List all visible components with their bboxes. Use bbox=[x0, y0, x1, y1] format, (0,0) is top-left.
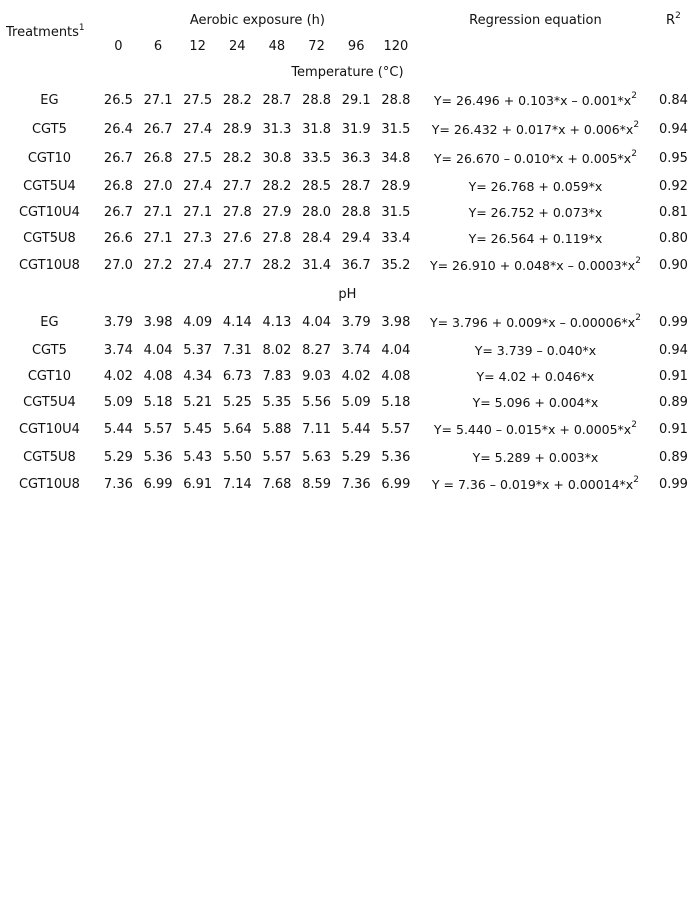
value-cell: 8.27 bbox=[302, 342, 332, 358]
value-cell: 4.02 bbox=[103, 368, 133, 384]
r-squared-value: 0.89 bbox=[658, 394, 688, 410]
value-cell: 33.4 bbox=[381, 230, 411, 246]
value-cell: 5.36 bbox=[143, 449, 173, 465]
r-squared-value: 0.81 bbox=[658, 204, 688, 220]
value-cell: 5.50 bbox=[222, 449, 252, 465]
regression-equation bbox=[416, 444, 655, 470]
table-row bbox=[0, 115, 692, 144]
value-cell: 27.1 bbox=[143, 93, 173, 108]
value-cell: 5.37 bbox=[183, 342, 213, 358]
treatment-name: CGT10 bbox=[27, 368, 71, 384]
table-row bbox=[0, 251, 692, 280]
value-cell: 5.35 bbox=[262, 394, 292, 410]
value-cell: 5.44 bbox=[103, 422, 133, 437]
treatments-header bbox=[0, 6, 99, 58]
r-squared-value: 0.94 bbox=[658, 122, 688, 137]
equation-text: Y= 5.096 + 0.004*x bbox=[472, 394, 599, 410]
value-cell: 28.8 bbox=[341, 204, 371, 220]
regression-equation bbox=[416, 337, 655, 363]
value-cell: 27.6 bbox=[222, 230, 252, 246]
r-squared-value: 0.80 bbox=[658, 230, 688, 246]
value-cell: 26.8 bbox=[103, 178, 133, 194]
equation-text: Y= 5.289 + 0.003*x bbox=[472, 449, 599, 465]
regression-equation bbox=[416, 415, 655, 444]
value-cell: 27.8 bbox=[222, 204, 252, 220]
value-cell: 27.0 bbox=[103, 258, 133, 273]
equation-text: Y= 26.496 + 0.103*x – 0.001*x bbox=[433, 93, 632, 108]
value-cell: 4.04 bbox=[302, 315, 332, 330]
value-cell: 3.79 bbox=[341, 315, 371, 330]
value-cell: 31.4 bbox=[302, 258, 332, 273]
equation-text: Y= 26.432 + 0.017*x + 0.006*x bbox=[431, 122, 634, 137]
value-cell: 26.7 bbox=[103, 204, 133, 220]
value-cell: 28.2 bbox=[222, 93, 252, 108]
hour-header: 120 bbox=[383, 38, 409, 54]
value-cell: 4.02 bbox=[341, 368, 371, 384]
aerobic-exposure-header: Aerobic exposure (h) bbox=[189, 12, 325, 28]
equation-text: Y= 5.440 – 0.015*x + 0.0005*x bbox=[433, 422, 632, 437]
value-cell: 27.3 bbox=[183, 230, 213, 246]
table-row bbox=[0, 337, 692, 363]
equation-text: Y = 7.36 – 0.019*x + 0.00014*x bbox=[431, 477, 634, 492]
value-cell: 7.68 bbox=[262, 477, 292, 492]
r-squared-value: 0.99 bbox=[658, 477, 688, 492]
table-row bbox=[0, 225, 692, 251]
value-cell: 5.63 bbox=[302, 449, 332, 465]
treatment-name: CGT5U4 bbox=[23, 394, 76, 410]
value-cell: 7.11 bbox=[302, 422, 332, 437]
value-cell: 27.9 bbox=[262, 204, 292, 220]
value-cell: 31.8 bbox=[302, 122, 332, 137]
equation-text: Y= 3.739 – 0.040*x bbox=[474, 342, 597, 358]
value-cell: 31.5 bbox=[381, 204, 411, 220]
r-squared-value: 0.84 bbox=[658, 93, 688, 108]
section-header-row bbox=[0, 58, 692, 86]
hour-header: 6 bbox=[153, 38, 163, 54]
r-squared-header bbox=[655, 6, 692, 34]
value-cell: 28.0 bbox=[302, 204, 332, 220]
treatment-name: CGT10U4 bbox=[18, 422, 80, 437]
r-squared-value: 0.95 bbox=[658, 151, 688, 166]
value-cell: 29.1 bbox=[341, 93, 371, 108]
value-cell: 6.99 bbox=[143, 477, 173, 492]
value-cell: 7.83 bbox=[262, 368, 292, 384]
equation-text: Y= 3.796 + 0.009*x – 0.00006*x bbox=[429, 315, 636, 330]
value-cell: 4.08 bbox=[381, 368, 411, 384]
table-row bbox=[0, 173, 692, 199]
value-cell: 3.74 bbox=[103, 342, 133, 358]
value-cell: 3.98 bbox=[143, 315, 173, 330]
table-row bbox=[0, 470, 692, 499]
hour-header: 72 bbox=[308, 38, 325, 54]
blank-cell bbox=[416, 34, 655, 58]
value-cell: 27.2 bbox=[143, 258, 173, 273]
value-cell: 3.74 bbox=[341, 342, 371, 358]
r-squared-value: 0.89 bbox=[658, 449, 688, 465]
hour-header: 48 bbox=[268, 38, 286, 54]
value-cell: 4.04 bbox=[143, 342, 173, 358]
value-cell: 5.18 bbox=[381, 394, 411, 410]
table-row bbox=[0, 199, 692, 225]
value-cell: 28.2 bbox=[222, 151, 252, 166]
r-squared-value: 0.90 bbox=[658, 258, 688, 273]
table-row bbox=[0, 144, 692, 173]
regression-equation bbox=[416, 199, 655, 225]
value-cell: 27.1 bbox=[183, 204, 213, 220]
equation-exponent: 2 bbox=[631, 91, 637, 101]
treatment-name: EG bbox=[40, 315, 59, 330]
value-cell: 3.98 bbox=[381, 315, 411, 330]
value-cell: 5.56 bbox=[302, 394, 332, 410]
treatment-name: EG bbox=[40, 93, 59, 108]
value-cell: 27.1 bbox=[143, 230, 173, 246]
value-cell: 3.79 bbox=[103, 315, 133, 330]
treatment-name: CGT10U8 bbox=[18, 258, 80, 273]
blank-cell bbox=[0, 58, 99, 86]
equation-text: Y= 26.752 + 0.073*x bbox=[468, 204, 603, 220]
value-cell: 5.29 bbox=[103, 449, 133, 465]
value-cell: 33.5 bbox=[302, 151, 332, 166]
value-cell: 4.34 bbox=[183, 368, 213, 384]
value-cell: 27.8 bbox=[262, 230, 292, 246]
table-row bbox=[0, 415, 692, 444]
equation-text: Y= 26.768 + 0.059*x bbox=[468, 178, 603, 194]
regression-equation bbox=[416, 308, 655, 337]
value-cell: 7.36 bbox=[341, 477, 371, 492]
value-cell: 6.91 bbox=[183, 477, 213, 492]
value-cell: 28.9 bbox=[222, 122, 252, 137]
table-row bbox=[0, 86, 692, 115]
regression-equation-header: Regression equation bbox=[469, 12, 602, 28]
blank-cell bbox=[655, 34, 692, 58]
value-cell: 4.09 bbox=[183, 315, 213, 330]
hour-header: 0 bbox=[114, 38, 123, 54]
treatment-name: CGT10U8 bbox=[18, 477, 80, 492]
equation-exponent: 2 bbox=[635, 256, 641, 266]
value-cell: 26.4 bbox=[103, 122, 133, 137]
value-cell: 5.45 bbox=[183, 422, 213, 437]
regression-equation bbox=[416, 115, 655, 144]
value-cell: 5.57 bbox=[143, 422, 173, 437]
value-cell: 31.3 bbox=[262, 122, 292, 137]
treatment-name: CGT5U8 bbox=[23, 230, 76, 246]
value-cell: 5.88 bbox=[262, 422, 292, 437]
value-cell: 28.4 bbox=[302, 230, 332, 246]
value-cell: 28.7 bbox=[262, 93, 292, 108]
value-cell: 26.8 bbox=[143, 151, 173, 166]
table-row bbox=[0, 308, 692, 337]
value-cell: 35.2 bbox=[381, 258, 411, 273]
value-cell: 27.0 bbox=[143, 178, 173, 194]
r-squared-value: 0.91 bbox=[658, 368, 688, 384]
blank-cell bbox=[0, 280, 99, 308]
hour-header: 12 bbox=[189, 38, 206, 54]
value-cell: 28.5 bbox=[302, 178, 332, 194]
treatment-name: CGT5U8 bbox=[23, 449, 76, 465]
value-cell: 5.64 bbox=[222, 422, 252, 437]
r-squared-header-exponent: 2 bbox=[675, 10, 681, 21]
equation-exponent: 2 bbox=[631, 420, 637, 430]
value-cell: 5.43 bbox=[183, 449, 213, 465]
hour-header: 24 bbox=[229, 38, 246, 54]
value-cell: 28.8 bbox=[381, 93, 411, 108]
value-cell: 27.4 bbox=[183, 122, 213, 137]
value-cell: 7.31 bbox=[222, 342, 252, 358]
table-row bbox=[0, 444, 692, 470]
value-cell: 5.29 bbox=[341, 449, 371, 465]
value-cell: 27.4 bbox=[183, 258, 213, 273]
value-cell: 29.4 bbox=[341, 230, 371, 246]
value-cell: 8.59 bbox=[302, 477, 332, 492]
regression-equation bbox=[416, 86, 655, 115]
treatments-footnote-marker: 1 bbox=[78, 22, 85, 33]
value-cell: 26.7 bbox=[103, 151, 133, 166]
regression-equation bbox=[416, 173, 655, 199]
regression-equation bbox=[416, 389, 655, 415]
treatment-name: CGT5 bbox=[31, 342, 67, 358]
value-cell: 6.99 bbox=[381, 477, 411, 492]
regression-equation bbox=[416, 363, 655, 389]
value-cell: 4.13 bbox=[262, 315, 292, 330]
treatment-name: CGT10 bbox=[27, 151, 71, 166]
value-cell: 27.7 bbox=[222, 178, 252, 194]
value-cell: 8.02 bbox=[262, 342, 292, 358]
section-title: pH bbox=[338, 286, 357, 302]
section-title: Temperature (°C) bbox=[291, 64, 404, 80]
value-cell: 5.21 bbox=[183, 394, 213, 410]
value-cell: 36.3 bbox=[341, 151, 371, 166]
value-cell: 5.09 bbox=[103, 394, 133, 410]
regression-equation bbox=[416, 144, 655, 173]
section-header-row bbox=[0, 280, 692, 308]
table-row bbox=[0, 389, 692, 415]
equation-exponent: 2 bbox=[633, 120, 640, 130]
value-cell: 4.14 bbox=[222, 315, 252, 330]
value-cell: 27.5 bbox=[183, 151, 213, 166]
results-table bbox=[0, 6, 692, 499]
value-cell: 9.03 bbox=[302, 368, 332, 384]
equation-text: Y= 4.02 + 0.046*x bbox=[476, 368, 595, 384]
value-cell: 27.1 bbox=[143, 204, 173, 220]
equation-text: Y= 26.910 + 0.048*x – 0.0003*x bbox=[429, 258, 636, 273]
value-cell: 31.5 bbox=[381, 122, 411, 137]
value-cell: 28.2 bbox=[262, 178, 292, 194]
r-squared-header-label: R bbox=[666, 12, 676, 28]
equation-text: Y= 26.670 – 0.010*x + 0.005*x bbox=[433, 151, 632, 166]
value-cell: 7.14 bbox=[222, 477, 252, 492]
equation-exponent: 2 bbox=[635, 313, 641, 323]
r-squared-value: 0.94 bbox=[658, 342, 688, 358]
equation-exponent: 2 bbox=[633, 475, 639, 485]
r-squared-value: 0.92 bbox=[658, 178, 688, 194]
value-cell: 26.6 bbox=[103, 230, 133, 246]
treatment-name: CGT5U4 bbox=[23, 178, 76, 194]
r-squared-value: 0.91 bbox=[658, 422, 688, 437]
value-cell: 30.8 bbox=[262, 151, 292, 166]
value-cell: 34.8 bbox=[381, 151, 411, 166]
value-cell: 6.73 bbox=[222, 368, 252, 384]
value-cell: 27.5 bbox=[183, 93, 213, 108]
regression-equation bbox=[416, 225, 655, 251]
value-cell: 36.7 bbox=[341, 258, 371, 273]
treatment-name: CGT10U4 bbox=[18, 204, 80, 220]
regression-equation bbox=[416, 470, 655, 499]
value-cell: 7.36 bbox=[103, 477, 133, 492]
treatments-header-label: Treatments bbox=[6, 24, 79, 40]
value-cell: 5.18 bbox=[143, 394, 173, 410]
value-cell: 4.04 bbox=[381, 342, 411, 358]
value-cell: 4.08 bbox=[143, 368, 173, 384]
value-cell: 5.25 bbox=[222, 394, 252, 410]
value-cell: 5.09 bbox=[341, 394, 371, 410]
value-cell: 5.44 bbox=[341, 422, 371, 437]
treatment-name: CGT5 bbox=[31, 122, 67, 137]
value-cell: 28.8 bbox=[302, 93, 332, 108]
value-cell: 26.7 bbox=[143, 122, 173, 137]
value-cell: 28.9 bbox=[381, 178, 411, 194]
regression-equation bbox=[416, 251, 655, 280]
value-cell: 5.57 bbox=[262, 449, 292, 465]
hour-header: 96 bbox=[347, 38, 365, 54]
equation-text: Y= 26.564 + 0.119*x bbox=[468, 230, 603, 246]
value-cell: 27.4 bbox=[183, 178, 213, 194]
r-squared-value: 0.99 bbox=[658, 315, 688, 330]
value-cell: 5.36 bbox=[381, 449, 411, 465]
value-cell: 31.9 bbox=[341, 122, 371, 137]
table-row bbox=[0, 363, 692, 389]
value-cell: 27.7 bbox=[222, 258, 252, 273]
value-cell: 28.2 bbox=[262, 258, 292, 273]
value-cell: 28.7 bbox=[341, 178, 371, 194]
equation-exponent: 2 bbox=[631, 149, 637, 159]
value-cell: 26.5 bbox=[103, 93, 133, 108]
value-cell: 5.57 bbox=[381, 422, 411, 437]
